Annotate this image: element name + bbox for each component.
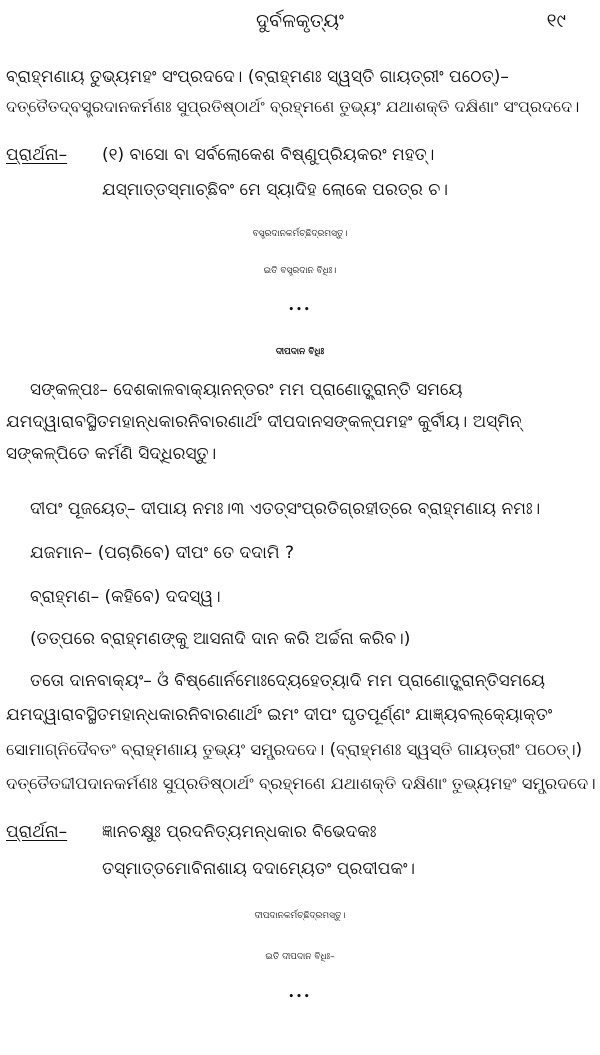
prayer-text: (୧) ବାସୋ ବା ସର୍ବଲୋକେଶ ବିଷ୍ଣୁପ୍ରିୟକରଂ ମହତ୍। [102,145,435,165]
prayer-line [6,820,377,844]
closing-line: ଦୀପଦାନକର୍ମଚ୍ଛିଦ୍ରମସ୍ତୁ। [254,911,346,921]
section-separator: ••• [288,305,312,315]
text-line: (ତତ୍‌ପରେ ବ୍ରାହ୍ମଣଙ୍କୁ ଆସନାଦି ଦାନ କରି ଅର୍ଚ୍ଚନା କରିବ।) [30,629,411,649]
closing-line: ଇତି ବସ୍ତ୍ରଦାନ ବିଧିଃ। [263,266,337,276]
text-line: ତତୋ ଦାନବାକ୍ୟଂ– ଓଁ ବିଷ୍ଣୋର୍ନମୋଃଦ୍ୟେହେତ୍ୟାଦି ମମ ପ୍ରାଣୋତ୍କ୍ରାନ୍ତିସମୟେ [30,671,546,691]
text-line: ଯଜମାନ– (ପଚାରିବେ) ଦୀପଂ ତେ ଦଦାମି ? [30,543,294,563]
section-separator: ••• [288,992,312,1002]
text-line: ଯମଦ୍ୱାରାବସ୍ଥିତମହାନ୍ଧକାରନିବାରଣାର୍ଥଂ ଦୀପଦାନସଙ୍କଳ୍ପମହଂ କୁର୍ବୀୟ। ଅସ୍ମିନ୍ [6,412,522,432]
closing-line: ଇତି ଦୀପଦାନ ବିଧିଃ– [265,952,335,962]
text-line: ଯମଦ୍ୱାରାବସ୍ଥିତମହାନ୍ଧକାରନିବାରଣାର୍ଥଂ ଇମଂ ଦୀପଂ ଘୃତପୂର୍ଣ୍ଣଂ ଯାଜ୍ଞ୍ୟବଲ୍କ୍ୟୋକ୍ତଂ [6,705,553,725]
text-line: ଦତ୍ତୈତଦ୍ଦୀପଦାନକର୍ମଣଃ ସୁପ୍ରତିଷ୍ଠାର୍ଥଂ ବ୍ରହ୍ମଣେ ଯଥାଶକ୍ତି ଦକ୍ଷିଣାଂ ତୁଭ୍ୟମହଂ ସମ୍ପ୍ରଦଦେ। [6,774,596,793]
section-title: ଦୀପଦାନ ବିଧିଃ [275,347,325,357]
text-line: ସଙ୍କଳ୍ପିତେ କର୍ମଣି ସିଦ୍ଧିରସ୍ତୁ। [6,444,217,464]
text-line: ସୋମାଗ୍ନିଦୈବତଂ ବ୍ରାହ୍ମଣାୟ ତୁଭ୍ୟଂ ସମ୍ପ୍ରଦଦେ। (ବ୍ରାହ୍ମଣଃ ସ୍ୱସ୍ତି ଗାୟତ୍ରୀଂ ପଠେତ୍।) [6,740,583,759]
text-line: ସଙ୍କଳ୍ପଃ– ଦେଶକାଳବାକ୍ୟାନନ୍ତରଂ ମମ ପ୍ରାଣୋତ୍କ୍ରାନ୍ତି ସମୟେ [30,380,463,400]
text-line: ବ୍ରାହ୍ମଣ– (କହିବେ) ଦଦସ୍ୱ। [30,587,221,607]
prayer-text: ଯସ୍ମାତ୍ତସ୍ମାଚ୍ଛିବଂ ମେ ସ୍ୟାଦିହ ଲୋକେ ପରତ୍ର ଚ। [102,180,449,200]
prayer-label: ପ୍ରାର୍ଥନା– [6,822,68,842]
page-header [0,8,600,42]
running-head: ଦୁର୍ବଳକୃତ୍ୟଂ [256,10,344,32]
closing-line: ବସ୍ତ୍ରଦାନକର୍ମଚ୍ଛିଦ୍ରମସ୍ତୁ। [252,229,348,239]
page-number: ୧୯ [546,10,566,32]
prayer-text: ଜ୍ଞାନଚକ୍ଷୁଃ ପ୍ରଦନିତ୍ୟମନ୍ଧକାର ବିଭେଦକଃ [102,822,377,842]
text-line: ଦୀପଂ ପୂଜୟେତ୍– ଦୀପାୟ ନମଃ।୩ ଏତତ୍‌ସଂପ୍ରତିଗ୍ରହୀତ୍ରେ ବ୍ରାହ୍ମଣାୟ ନମଃ। [30,499,541,519]
prayer-text: ତସ୍ମାତ୍ତମୋବିନାଶାୟ ଦଦାମ୍ୟେତଂ ପ୍ରଦୀପକଂ। [102,859,416,879]
text-line: ବ୍ରାହ୍ମଣାୟ ତୁଭ୍ୟମହଂ ସଂପ୍ରଦଦେ। (ବ୍ରାହ୍ମଣଃ ସ୍ୱସ୍ତି ଗାୟତ୍ରୀଂ ପଠେତ୍)– [6,67,509,87]
prayer-line [6,143,434,167]
prayer-label: ପ୍ରାର୍ଥନା– [6,145,68,165]
text-line: ଦତ୍ତୈତଦ୍‌ବସ୍ତ୍ରଦାନକର୍ମଣଃ ସୁପ୍ରତିଷ୍ଠାର୍ଥଂ ବ୍ରହ୍ମଣେ ତୁଭ୍ୟଂ ଯଥାଶକ୍ତି ଦକ୍ଷିଣାଂ ସଂପ୍ରଦଦେ। [6,97,580,116]
